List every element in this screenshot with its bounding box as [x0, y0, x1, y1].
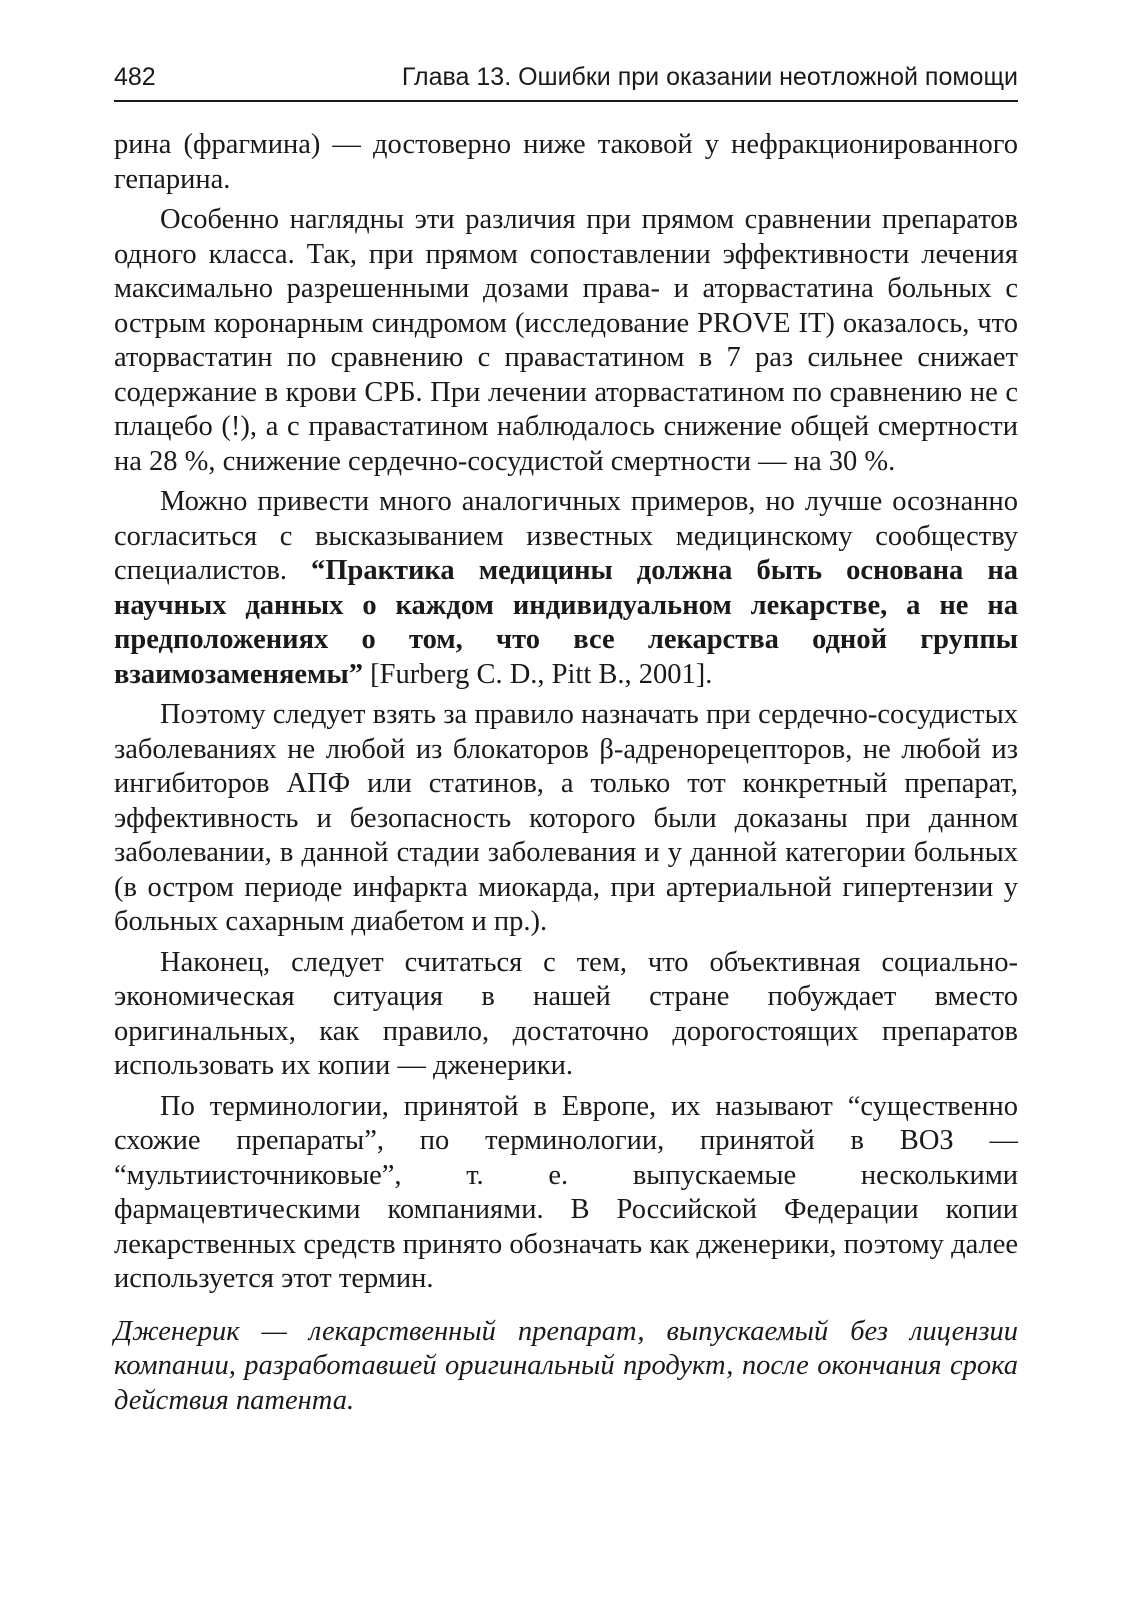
quote-lead-in: Можно привести много аналогичных примеров, но лучше осознанно согласиться с высказыванием известных медицинскому сообществу специалистов.: [114, 486, 1018, 586]
generic-definition: Дженерик — лекарственный препарат, выпускаемый без лицензии компании, разработавшей оригинальный продукт, после окончания срока действия патента.: [114, 1315, 1018, 1416]
body-text: [114, 128, 1018, 1418]
book-page: [114, 58, 1018, 1424]
page-number: 482: [114, 63, 156, 91]
bold-quote: “Практика медицины должна быть основана на научных данных о каждом индивидуальном лекарстве, а не на предположениях о том, что все лекарства одной группы взаимозаменяемы”: [114, 555, 1018, 690]
running-header: [114, 58, 1018, 102]
paragraph-terminology: По терминологии, принятой в Европе, их называют “существенно схожие препараты”, по терминологии, принятой в ВОЗ — “мультиисточниковые”, т. е. выпускаемые несколькими фармацевтическими компаниями. В Российской Федерации копии лекарственных средств принято обозначать как дженерики, поэтому далее используется этот термин.: [114, 1090, 1018, 1294]
paragraph-continuation: рина (фрагмина) — достоверно ниже таковой у нефракционированного гепарина.: [114, 129, 1018, 195]
paragraph-rule: Поэтому следует взять за правило назначать при сердечно-сосудистых заболеваниях не любой из блокаторов β-адренорецепторов, не любой из ингибиторов АПФ или статинов, а только тот конкретный препарат, эффективность и безопасность которого были доказаны при данном заболевании, в данной стадии заболевания и у данной категории больных (в остром периоде инфаркта миокарда, при артериальной гипертензии у больных сахарным диабетом и пр.).: [114, 699, 1018, 937]
paragraph-generics: Наконец, следует считаться с тем, что объективная социально-экономическая ситуация в нашей стране побуждает вместо оригинальных, как правило, достаточно дорогостоящих препаратов использовать их копии — дженерики.: [114, 946, 1018, 1081]
paragraph-prove-it: Особенно наглядны эти различия при прямом сравнении препаратов одного класса. Так, при прямом сопоставлении эффективности лечения максимально разрешенными дозами права- и аторвастатина больных с острым коронарным синдромом (исследование PROVE IT) оказалось, что аторвастатин по сравнению с правастатином в 7 раз сильнее снижает содержание в крови СРБ. При лечении аторвастатином по сравнению не с плацебо (!), а с правастатином наблюдалось снижение общей смертности на 28 %, снижение сердечно-сосудистой смертности — на 30 %.: [114, 204, 1018, 477]
paragraph-quote: [114, 485, 1018, 692]
chapter-title: Глава 13. Ошибки при оказании неотложной помощи: [401, 63, 1018, 91]
citation: [Furberg C. D., Pitt B., 2001].: [362, 658, 713, 690]
